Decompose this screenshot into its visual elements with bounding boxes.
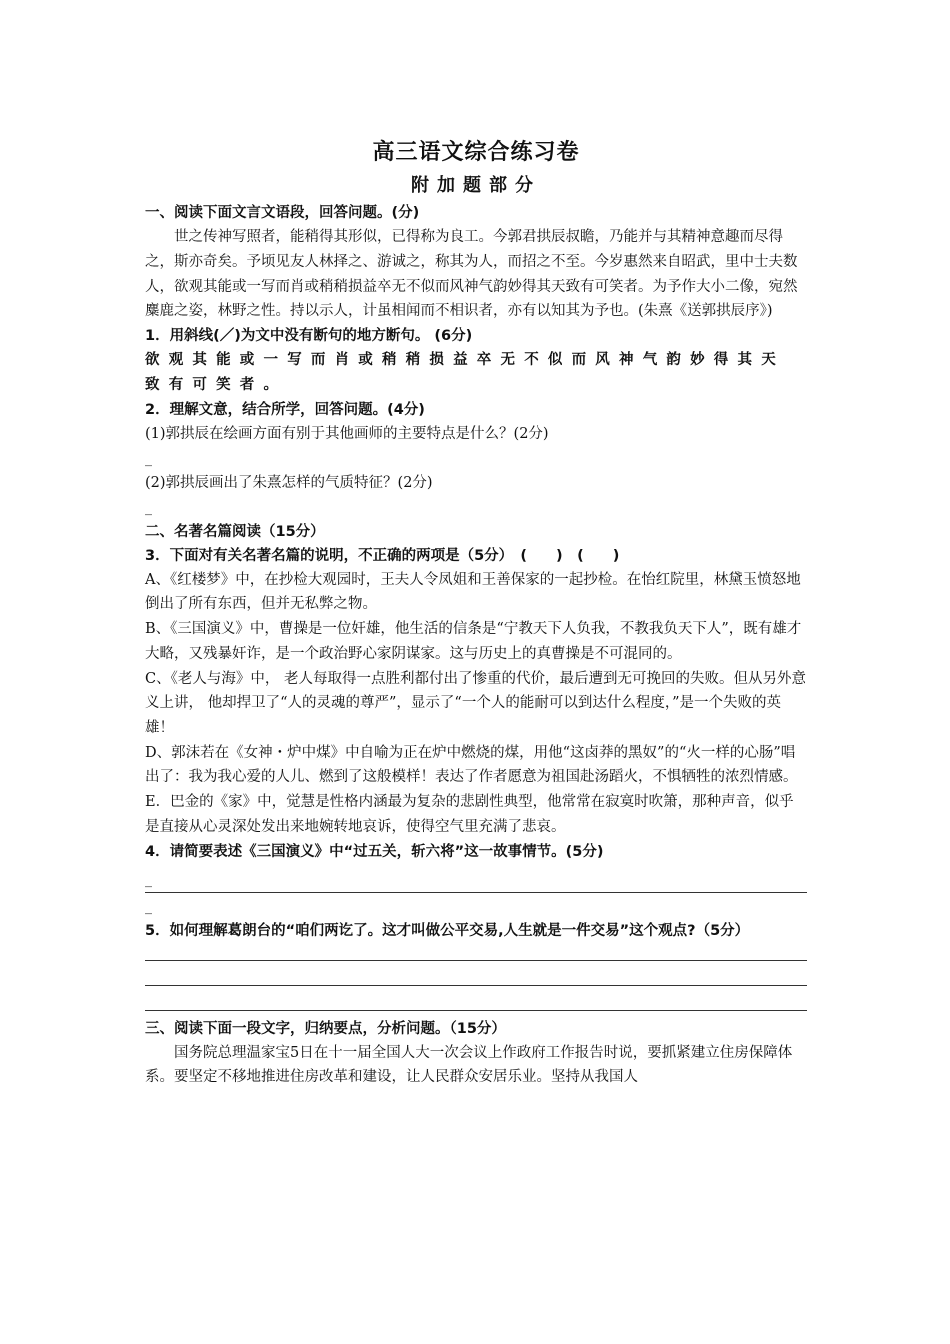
section3-passage: 国务院总理温家宝5日在十一届全国人大一次会议上作政府工作报告时说，要抓紧建立住房保障体系。要坚定不移地推进住房改革和建设，让人民群众安居乐业。坚持从我国人 bbox=[145, 1044, 793, 1086]
answer-line-4[interactable] bbox=[145, 892, 807, 893]
section-summary bbox=[145, 1017, 807, 1091]
section1-heading: 一、阅读下面文言文语段，回答问题。(分) bbox=[145, 205, 420, 221]
section-classics-reading bbox=[145, 520, 807, 1011]
answer-blank-2-1[interactable]: _ bbox=[145, 450, 152, 467]
question-5: 5．如何理解葛朗台的“咱们两讫了。这才叫做公平交易,人生就是一件交易”这个观点?（5分） bbox=[145, 922, 750, 939]
section2-heading: 二、名著名篇阅读（15分） bbox=[145, 523, 325, 540]
answer-line-5-3[interactable] bbox=[145, 1010, 807, 1011]
question-1-text: 欲观其能或一写而肖或稍稍损益卒无不似而风神气韵妙得其天致有可笑者。 bbox=[145, 352, 785, 394]
answer-blank-2-2[interactable]: _ bbox=[145, 499, 152, 516]
question-2-part-2: (2)郭拱辰画出了朱熹怎样的气质特征？(2分) bbox=[145, 474, 433, 491]
option-c: C、《老人与海》中， 老人每取得一点胜利都付出了惨重的代价，最后遭到无可挽回的失败。但从另外意义上讲， 他却捍卫了“人的灵魂的尊严”，显示了“一个人的能耐可以到达什么程度，”是一个失败的英雄！ bbox=[145, 670, 806, 736]
question-2: 2．理解文意，结合所学，回答问题。(4分) bbox=[145, 402, 425, 419]
option-b: B、《三国演义》中，曹操是一位奸雄，他生活的信条是“宁教天下人负我，不教我负天下人”，既有雄才大略，又残暴奸诈，是一个政治野心家阴谋家。这与历史上的真曹操是不可混同的。 bbox=[145, 621, 802, 662]
answer-blank-4-mark[interactable]: _ bbox=[145, 871, 152, 888]
question-4: 4．请简要表述《三国演义》中“过五关，斩六将”这一故事情节。(5分) bbox=[145, 843, 604, 860]
option-a: A、《红楼梦》中，在抄检大观园时，王夫人令凤姐和王善保家的一起抄检。在怡红院里，林黛玉愤怒地倒出了所有东西，但并无私弊之物。 bbox=[145, 571, 801, 613]
option-e: E．巴金的《家》中，觉慧是性格内涵最为复杂的悲剧性典型，他常常在寂寞时吹箫，那种声音，似乎是直接从心灵深处发出来地婉转地哀诉，使得空气里充满了悲哀。 bbox=[145, 794, 794, 835]
option-d: D、郭沫若在《女神・炉中煤》中自喻为正在炉中燃烧的煤，用他“这卤莽的黑奴”的“火一样的心肠”唱出了：我为我心爱的人儿、燃到了这般模样！表达了作者愿意为祖国赴汤蹈火，不惧牺牲的浓烈情感。 bbox=[145, 744, 798, 786]
exam-page bbox=[145, 138, 807, 1090]
section1-passage: 世之传神写照者，能稍得其形似，已得称为良工。今郭君拱辰叔瞻，乃能并与其精神意趣而尽得之，斯亦奇矣。予顷见友人林择之、游诚之，称其为人，而招之不至。今岁惠然来自昭武，里中士夫数人，欲观其能或一写而肖或稍稍损益卒无不似而风神气韵妙得其天致有可笑者。为予作大小二像，宛然麋鹿之姿，林野之性。持以示人，计虽相闻而不相识者，亦有以知其为予也。(朱熹《送郭拱辰序》) bbox=[145, 229, 798, 320]
section3-heading: 三、阅读下面一段文字，归纳要点，分析问题。（15分） bbox=[145, 1020, 506, 1037]
question-3: 3．下面对有关名著名篇的说明，不正确的两项是（5分） ( ) ( ) bbox=[145, 547, 620, 564]
question-2-part-1: (1)郭拱辰在绘画方面有别于其他画师的主要特点是什么？(2分) bbox=[145, 426, 549, 443]
page-title: 高三语文综合练习卷 bbox=[372, 140, 580, 165]
answer-blank-4-mark-2[interactable]: _ bbox=[145, 898, 152, 915]
page-subtitle: 附加题部分 bbox=[411, 175, 541, 196]
question-1: 1．用斜线(／)为文中没有断句的地方断句。 (6分) bbox=[145, 328, 473, 345]
section-classical-chinese bbox=[145, 201, 807, 520]
